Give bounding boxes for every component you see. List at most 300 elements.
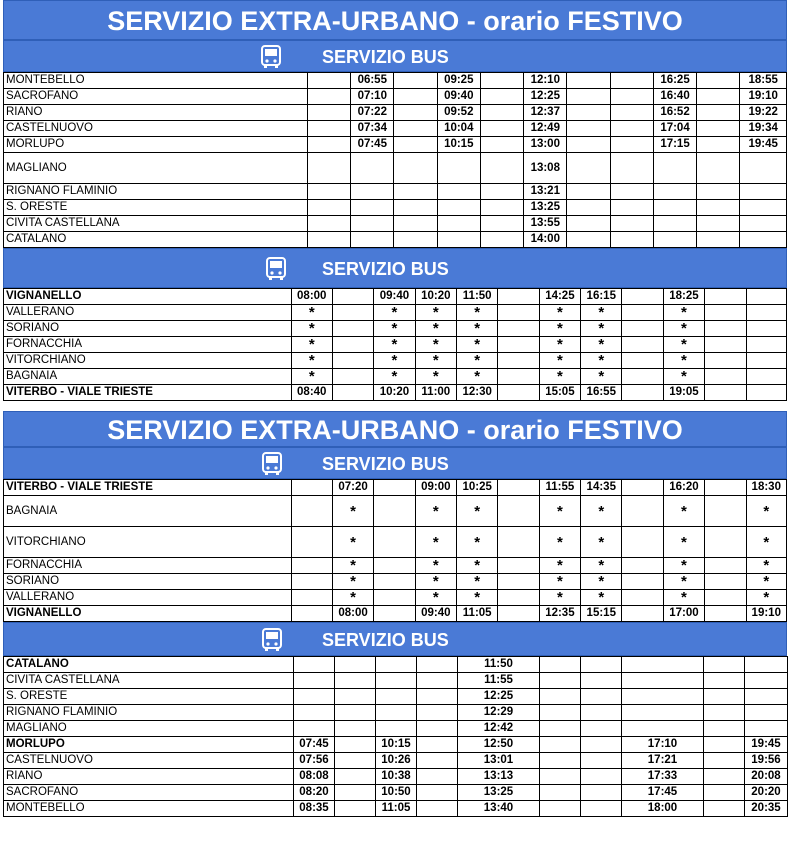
departure-time: 20:35 xyxy=(745,801,788,817)
departure-time xyxy=(394,121,437,137)
departure-time xyxy=(704,689,745,705)
stop-marker: * xyxy=(663,558,704,574)
departure-time xyxy=(622,305,663,321)
stop-marker: * xyxy=(581,305,622,321)
timetable xyxy=(3,72,787,248)
stop-name: SACROFANO xyxy=(4,785,294,801)
departure-time xyxy=(417,657,458,673)
departure-time xyxy=(374,480,415,496)
departure-time xyxy=(351,184,394,200)
departure-time: 19:10 xyxy=(746,606,786,622)
departure-time xyxy=(498,305,539,321)
departure-time xyxy=(417,737,458,753)
departure-time xyxy=(704,785,745,801)
departure-time: 11:55 xyxy=(539,480,580,496)
departure-time xyxy=(705,385,746,401)
stop-name: CATALANO xyxy=(4,657,294,673)
departure-time xyxy=(480,200,523,216)
table-row xyxy=(4,353,787,369)
stop-name: RIGNANO FLAMINIO xyxy=(4,184,308,200)
stop-name: CATALANO xyxy=(4,232,308,248)
stop-name: MORLUPO xyxy=(4,137,308,153)
departure-time: 10:26 xyxy=(376,753,417,769)
departure-time: 17:04 xyxy=(653,121,696,137)
departure-time xyxy=(498,385,539,401)
departure-time: 10:15 xyxy=(437,137,480,153)
stop-marker: * xyxy=(663,305,704,321)
departure-time: 16:25 xyxy=(653,73,696,89)
stop-name: SORIANO xyxy=(4,574,292,590)
stop-name: RIGNANO FLAMINIO xyxy=(4,705,294,721)
departure-time xyxy=(622,496,663,527)
departure-time xyxy=(705,606,746,622)
table-row xyxy=(4,606,787,622)
stop-marker: * xyxy=(539,574,580,590)
departure-time xyxy=(307,153,350,184)
departure-time xyxy=(394,137,437,153)
stop-name: RIANO xyxy=(4,105,308,121)
departure-time xyxy=(307,137,350,153)
departure-time: 16:40 xyxy=(653,89,696,105)
stop-name: VITERBO - VIALE TRIESTE xyxy=(4,385,292,401)
stop-marker: * xyxy=(457,321,498,337)
stop-marker: * xyxy=(581,369,622,385)
stop-name: MAGLIANO xyxy=(4,153,308,184)
stop-name: VITERBO - VIALE TRIESTE xyxy=(4,480,292,496)
stop-marker: * xyxy=(415,527,456,558)
departure-time xyxy=(697,232,740,248)
stop-marker: * xyxy=(457,337,498,353)
departure-time: 13:01 xyxy=(458,753,540,769)
departure-time: 19:45 xyxy=(740,137,787,153)
departure-time: 13:00 xyxy=(524,137,567,153)
stop-name: RIANO xyxy=(4,769,294,785)
departure-time: 12:10 xyxy=(524,73,567,89)
departure-time: 17:45 xyxy=(622,785,704,801)
departure-time xyxy=(610,216,653,232)
departure-time xyxy=(740,153,787,184)
departure-time xyxy=(705,574,746,590)
table-row xyxy=(4,590,787,606)
departure-time: 16:52 xyxy=(653,105,696,121)
stop-name: SORIANO xyxy=(4,321,292,337)
stop-marker: * xyxy=(581,527,622,558)
departure-time: 08:08 xyxy=(294,769,335,785)
departure-time: 17:10 xyxy=(622,737,704,753)
table-row xyxy=(4,673,788,689)
stop-marker: * xyxy=(746,496,786,527)
departure-time xyxy=(498,289,539,305)
stop-marker: * xyxy=(291,369,332,385)
departure-time: 09:00 xyxy=(415,480,456,496)
departure-time xyxy=(610,89,653,105)
departure-time: 19:45 xyxy=(745,737,788,753)
departure-time xyxy=(610,73,653,89)
stop-marker: * xyxy=(457,590,498,606)
departure-time xyxy=(705,337,746,353)
table-header-bus xyxy=(3,40,787,72)
departure-time xyxy=(294,705,335,721)
departure-time xyxy=(498,558,539,574)
stop-marker: * xyxy=(291,305,332,321)
stop-name: VALLERANO xyxy=(4,305,292,321)
departure-time: 17:33 xyxy=(622,769,704,785)
departure-time: 10:04 xyxy=(437,121,480,137)
departure-time xyxy=(697,184,740,200)
stop-name: SACROFANO xyxy=(4,89,308,105)
stop-marker: * xyxy=(581,337,622,353)
departure-time xyxy=(704,753,745,769)
departure-time xyxy=(581,689,622,705)
departure-time: 20:20 xyxy=(745,785,788,801)
departure-time xyxy=(704,769,745,785)
table-row xyxy=(4,200,787,216)
departure-time xyxy=(567,137,610,153)
departure-time: 11:05 xyxy=(376,801,417,817)
departure-time xyxy=(705,289,746,305)
departure-time xyxy=(332,353,373,369)
departure-time: 11:50 xyxy=(458,657,540,673)
table-row xyxy=(4,121,787,137)
table-row xyxy=(4,737,788,753)
departure-time xyxy=(610,200,653,216)
departure-time xyxy=(417,705,458,721)
table-row xyxy=(4,769,788,785)
departure-time: 07:10 xyxy=(351,89,394,105)
departure-time: 11:55 xyxy=(458,673,540,689)
departure-time: 07:45 xyxy=(351,137,394,153)
stop-marker: * xyxy=(374,353,415,369)
departure-time xyxy=(610,153,653,184)
departure-time xyxy=(610,137,653,153)
departure-time xyxy=(622,527,663,558)
stop-marker: * xyxy=(746,558,786,574)
stop-marker: * xyxy=(457,496,498,527)
stop-name: VIGNANELLO xyxy=(4,606,292,622)
departure-time xyxy=(567,232,610,248)
departure-time: 12:50 xyxy=(458,737,540,753)
departure-time xyxy=(745,673,788,689)
table-row xyxy=(4,527,787,558)
table-row xyxy=(4,105,787,121)
departure-time xyxy=(498,480,539,496)
departure-time xyxy=(610,105,653,121)
departure-time: 14:25 xyxy=(539,289,580,305)
departure-time xyxy=(291,527,332,558)
departure-time: 10:38 xyxy=(376,769,417,785)
departure-time: 08:20 xyxy=(294,785,335,801)
departure-time: 12:25 xyxy=(458,689,540,705)
departure-time xyxy=(540,785,581,801)
table-row xyxy=(4,753,788,769)
table-subtitle: SERVIZIO BUS xyxy=(322,454,449,474)
departure-time xyxy=(740,200,787,216)
table-row xyxy=(4,558,787,574)
stop-marker: * xyxy=(415,337,456,353)
stop-name: S. ORESTE xyxy=(4,689,294,705)
departure-time xyxy=(417,769,458,785)
departure-time xyxy=(291,496,332,527)
departure-time xyxy=(581,673,622,689)
timetable xyxy=(3,288,787,401)
stop-name: FORNACCHIA xyxy=(4,337,292,353)
stop-marker: * xyxy=(539,305,580,321)
stop-marker: * xyxy=(374,321,415,337)
departure-time: 07:56 xyxy=(294,753,335,769)
stop-marker: * xyxy=(581,558,622,574)
stop-name: VITORCHIANO xyxy=(4,353,292,369)
timetable-sheet xyxy=(3,0,787,817)
table-row xyxy=(4,705,788,721)
departure-time xyxy=(335,785,376,801)
departure-time xyxy=(307,105,350,121)
stop-name: MAGLIANO xyxy=(4,721,294,737)
departure-time xyxy=(653,216,696,232)
departure-time xyxy=(746,289,786,305)
departure-time xyxy=(498,574,539,590)
departure-time xyxy=(332,337,373,353)
departure-time xyxy=(394,232,437,248)
departure-time xyxy=(567,200,610,216)
stop-marker: * xyxy=(457,353,498,369)
departure-time: 19:56 xyxy=(745,753,788,769)
stop-name: CASTELNUOVO xyxy=(4,121,308,137)
departure-time xyxy=(374,496,415,527)
stop-marker: * xyxy=(332,558,373,574)
stop-marker: * xyxy=(539,590,580,606)
stop-name: BAGNAIA xyxy=(4,369,292,385)
departure-time: 12:25 xyxy=(524,89,567,105)
departure-time xyxy=(697,153,740,184)
departure-time xyxy=(351,200,394,216)
stop-marker: * xyxy=(581,353,622,369)
departure-time xyxy=(540,705,581,721)
table-row xyxy=(4,785,788,801)
table-row xyxy=(4,321,787,337)
departure-time: 08:00 xyxy=(332,606,373,622)
departure-time xyxy=(540,753,581,769)
departure-time xyxy=(567,73,610,89)
departure-time xyxy=(335,657,376,673)
departure-time xyxy=(332,289,373,305)
stop-name: VALLERANO xyxy=(4,590,292,606)
departure-time: 09:40 xyxy=(437,89,480,105)
departure-time xyxy=(335,753,376,769)
departure-time xyxy=(291,606,332,622)
departure-time: 08:35 xyxy=(294,801,335,817)
departure-time xyxy=(480,121,523,137)
stop-marker: * xyxy=(539,353,580,369)
departure-time xyxy=(705,353,746,369)
stop-marker: * xyxy=(663,353,704,369)
stop-name: MONTEBELLO xyxy=(4,73,308,89)
departure-time xyxy=(610,232,653,248)
departure-time: 07:34 xyxy=(351,121,394,137)
departure-time xyxy=(376,705,417,721)
departure-time xyxy=(567,121,610,137)
departure-time xyxy=(480,184,523,200)
departure-time xyxy=(335,769,376,785)
departure-time xyxy=(653,232,696,248)
departure-time: 19:22 xyxy=(740,105,787,121)
departure-time xyxy=(540,657,581,673)
departure-time xyxy=(653,153,696,184)
stop-name: VITORCHIANO xyxy=(4,527,292,558)
departure-time xyxy=(740,216,787,232)
departure-time: 17:00 xyxy=(663,606,704,622)
departure-time xyxy=(376,673,417,689)
departure-time xyxy=(746,369,786,385)
stop-marker: * xyxy=(663,321,704,337)
table-row xyxy=(4,184,787,200)
departure-time xyxy=(294,657,335,673)
departure-time xyxy=(332,369,373,385)
stop-name: S. ORESTE xyxy=(4,200,308,216)
departure-time xyxy=(374,527,415,558)
departure-time xyxy=(610,184,653,200)
table-subtitle: SERVIZIO BUS xyxy=(322,259,449,279)
departure-time xyxy=(294,721,335,737)
departure-time xyxy=(653,200,696,216)
stop-marker: * xyxy=(539,496,580,527)
stop-marker: * xyxy=(539,369,580,385)
departure-time: 09:40 xyxy=(374,289,415,305)
departure-time: 19:05 xyxy=(663,385,704,401)
departure-time: 18:55 xyxy=(740,73,787,89)
departure-time xyxy=(335,737,376,753)
table-row xyxy=(4,337,787,353)
departure-time xyxy=(705,496,746,527)
departure-time xyxy=(291,590,332,606)
departure-time: 12:49 xyxy=(524,121,567,137)
departure-time xyxy=(335,689,376,705)
departure-time xyxy=(417,673,458,689)
timetable xyxy=(3,656,788,817)
departure-time xyxy=(498,337,539,353)
departure-time: 19:10 xyxy=(740,89,787,105)
departure-time xyxy=(705,590,746,606)
departure-time xyxy=(351,153,394,184)
departure-time xyxy=(480,232,523,248)
departure-time xyxy=(705,369,746,385)
departure-time xyxy=(480,73,523,89)
departure-time: 08:40 xyxy=(291,385,332,401)
table-row xyxy=(4,289,787,305)
departure-time xyxy=(417,801,458,817)
departure-time xyxy=(417,689,458,705)
departure-time xyxy=(746,321,786,337)
timetable xyxy=(3,479,787,622)
departure-time xyxy=(394,216,437,232)
stop-marker: * xyxy=(332,590,373,606)
table-row xyxy=(4,385,787,401)
departure-time: 15:15 xyxy=(581,606,622,622)
section-title: SERVIZIO EXTRA-URBANO - orario FESTIVO xyxy=(3,0,787,40)
stop-marker: * xyxy=(581,574,622,590)
departure-time xyxy=(705,321,746,337)
departure-time: 17:21 xyxy=(622,753,704,769)
departure-time: 10:50 xyxy=(376,785,417,801)
departure-time xyxy=(351,232,394,248)
departure-time xyxy=(567,105,610,121)
departure-time xyxy=(307,73,350,89)
departure-time xyxy=(376,721,417,737)
departure-time xyxy=(307,184,350,200)
departure-time xyxy=(394,153,437,184)
departure-time xyxy=(291,480,332,496)
departure-time xyxy=(705,480,746,496)
stop-marker: * xyxy=(663,496,704,527)
section-title: SERVIZIO EXTRA-URBANO - orario FESTIVO xyxy=(3,411,787,447)
departure-time xyxy=(622,337,663,353)
table-row xyxy=(4,232,787,248)
departure-time xyxy=(394,73,437,89)
departure-time xyxy=(622,721,704,737)
departure-time xyxy=(697,200,740,216)
departure-time xyxy=(622,558,663,574)
departure-time xyxy=(622,353,663,369)
table-row xyxy=(4,657,788,673)
departure-time xyxy=(374,606,415,622)
departure-time: 13:40 xyxy=(458,801,540,817)
stop-marker: * xyxy=(539,527,580,558)
departure-time: 20:08 xyxy=(745,769,788,785)
departure-time xyxy=(705,527,746,558)
stop-marker: * xyxy=(457,527,498,558)
departure-time xyxy=(746,353,786,369)
departure-time: 12:42 xyxy=(458,721,540,737)
stop-marker: * xyxy=(539,321,580,337)
stop-marker: * xyxy=(415,369,456,385)
departure-time xyxy=(307,200,350,216)
departure-time: 13:21 xyxy=(524,184,567,200)
departure-time: 18:30 xyxy=(746,480,786,496)
departure-time xyxy=(498,496,539,527)
departure-time xyxy=(540,673,581,689)
departure-time xyxy=(746,337,786,353)
departure-time: 14:35 xyxy=(581,480,622,496)
departure-time xyxy=(480,153,523,184)
table-row xyxy=(4,480,787,496)
departure-time xyxy=(653,184,696,200)
departure-time: 10:20 xyxy=(415,289,456,305)
departure-time xyxy=(622,657,704,673)
departure-time xyxy=(437,200,480,216)
stop-marker: * xyxy=(539,337,580,353)
departure-time: 07:22 xyxy=(351,105,394,121)
departure-time xyxy=(581,753,622,769)
departure-time: 12:35 xyxy=(539,606,580,622)
stop-marker: * xyxy=(291,321,332,337)
departure-time: 11:05 xyxy=(457,606,498,622)
departure-time: 16:20 xyxy=(663,480,704,496)
departure-time xyxy=(697,137,740,153)
departure-time xyxy=(746,305,786,321)
stop-marker: * xyxy=(374,369,415,385)
departure-time xyxy=(498,527,539,558)
departure-time xyxy=(335,705,376,721)
departure-time xyxy=(437,184,480,200)
stop-marker: * xyxy=(415,321,456,337)
stop-marker: * xyxy=(332,496,373,527)
departure-time: 11:50 xyxy=(457,289,498,305)
stop-name: CIVITA CASTELLANA xyxy=(4,216,308,232)
departure-time: 08:00 xyxy=(291,289,332,305)
departure-time: 13:13 xyxy=(458,769,540,785)
bus-icon xyxy=(258,45,284,69)
table-row xyxy=(4,689,788,705)
departure-time xyxy=(417,721,458,737)
